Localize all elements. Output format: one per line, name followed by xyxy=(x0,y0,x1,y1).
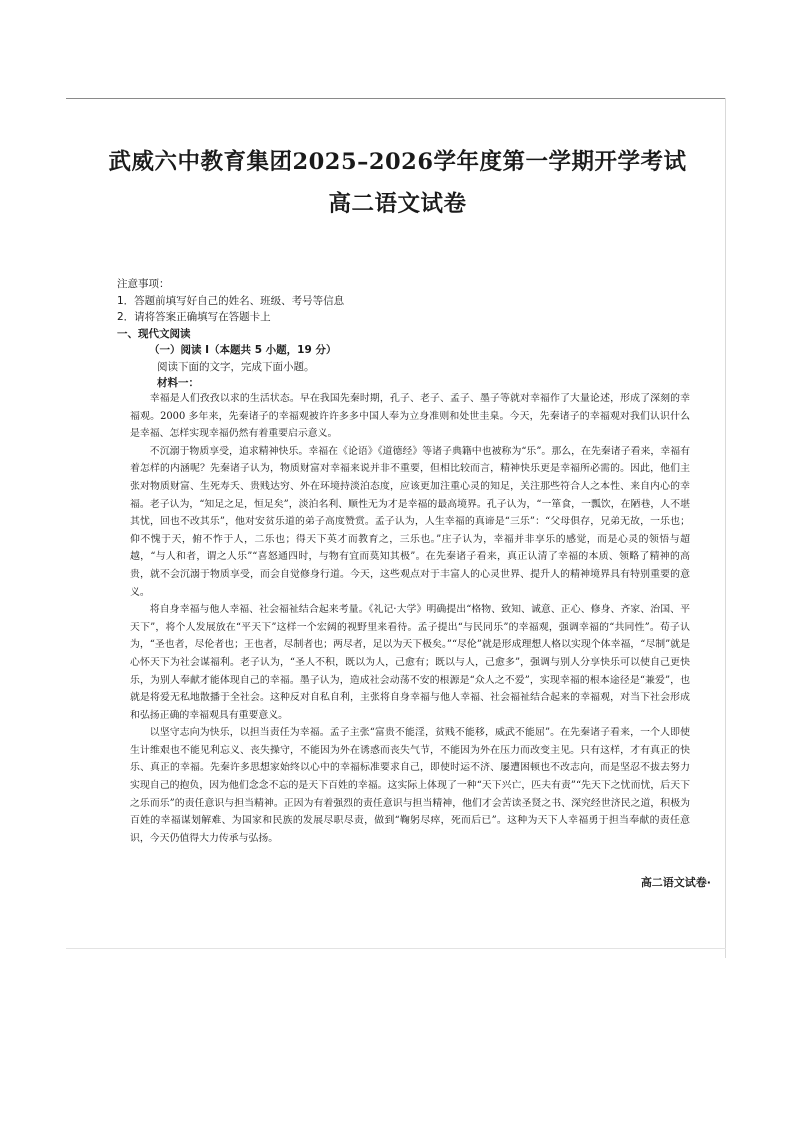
passage-paragraph: 将自身幸福与他人幸福、社会福祉结合起来考量。《礼记·大学》明确提出“格物、致知、诚意、正心、修身、齐家、治国、平天下”，将个人发展放在“平天下”这样一个宏阔的视野里来看待。孟子提出“与民同乐”的幸福观，强调幸福的“共同性”。荀子认为，“圣也者，尽伦者也；王也者，尽制者也；两尽者，足以为天下极矣。”“尽伦”就是形成理想人格以实现个体幸福，“尽制”就是心怀天下为社会谋福利。老子认为，“圣人不积，既以为人，己愈有；既以与人，己愈多”，强调与别人分享快乐可以使自己更快乐，为别人奉献才能体现自己的幸福。墨子认为，造成社会动荡不安的根源是“众人之不爱”，实现幸福的根本途径是“兼爱”，也就是将爱无私地散播于全社会。这种反对自私自利，主张将自身幸福与他人幸福、社会福祉结合起来的幸福观，对当下社会形成和弘扬正确的幸福观具有重要意义。 xyxy=(130,604,690,721)
reading-instruction: 阅读下面的文字，完成下面小题。 xyxy=(157,360,315,373)
top-border-line xyxy=(66,98,726,99)
subsection-heading: （一）阅读 I（本题共 5 小题，19 分） xyxy=(149,344,337,356)
bottom-border-line xyxy=(66,948,726,949)
section-heading: 一、现代文阅读 xyxy=(117,327,191,340)
exam-subtitle: 高二语文试卷 xyxy=(328,191,467,217)
notice-item: 2．请将答案正确填写在答题卡上 xyxy=(117,311,271,323)
passage-paragraph: 不沉溺于物质享受，追求精神快乐。幸福在《论语》《道德经》等诸子典籍中也被称为“乐”。那么，在先秦诸子看来，幸福有着怎样的内涵呢？先秦诸子认为，物质财富对幸福来说并非不重要，但相比较而言，精神快乐更是幸福所必需的。因此，他们主张对物质财富、生死寿夭、贵贱达穷、外在环境持淡泊态度，应该更加注重心灵的知足，关注那些符合人之本性、来自内心的幸福。老子认为，“知足之足，恒足矣”，淡泊名利、顺性无为才是幸福的最高境界。孔子认为，“一箪食，一瓢饮，在陋巷，人不堪其忧，回也不改其乐”，他对安贫乐道的弟子高度赞赏。孟子认为，人生幸福的真谛是“三乐”：“父母俱存，兄弟无故，一乐也；仰不愧于天，俯不怍于人，二乐也；得天下英才而教育之，三乐也。”庄子认为，幸福并非享乐的感觉，而是心灵的领悟与超越，“与人和者，谓之人乐”“喜怒通四时，与物有宜而莫知其极”。在先秦诸子看来，真正认清了幸福的本质、领略了精神的高贵，就不会沉溺于物质享受，而会自觉修身行道。今天，这些观点对于丰富人的心灵世界、提升人的精神境界具有特别重要的意义。 xyxy=(130,445,690,598)
passage-text xyxy=(130,390,690,847)
right-border-line xyxy=(725,98,726,958)
notice-block xyxy=(117,276,537,392)
passage-paragraph: 幸福是人们孜孜以求的生活状态。早在我国先秦时期，孔子、老子、孟子、墨子等就对幸福作了大量论述，形成了深刻的幸福观。2000 多年来，先秦诸子的幸福观被许许多多中国人奉为立身准则和处世圭臬。今天，先秦诸子的幸福观对我们认识什么是幸福、怎样实现幸福仍然有着重要启示意义。 xyxy=(130,393,690,440)
exam-title: 武威六中教育集团2025–2026学年度第一学期开学考试 xyxy=(108,149,687,175)
notice-heading: 注意事项： xyxy=(117,278,170,290)
notice-item: 1．答题前填写好自己的姓名、班级、考号等信息 xyxy=(117,294,345,307)
material-label: 材料一： xyxy=(157,377,199,389)
page-footer: 高二语文试卷· xyxy=(640,876,711,889)
passage-paragraph: 以坚守志向为快乐，以担当责任为幸福。孟子主张“富贵不能淫，贫贱不能移，威武不能屈”。在先秦诸子看来，一个人即使生计维艰也不能见利忘义、丧失操守，不能因为外在诱惑而丧失气节，不能因为外在压力而改变主见。只有这样，才有真正的快乐、真正的幸福。先秦许多思想家始终以心中的幸福标准要求自己，即使时运不济、屡遭困顿也不改志向，而是坚忍不拔去努力实现自己的抱负，因为他们念念不忘的是天下百姓的幸福。这实际上体现了一种“天下兴亡，匹夫有责”“先天下之忧而忧，后天下之乐而乐”的责任意识与担当精神。正因为有着强烈的责任意识与担当精神，他们才会苦读圣贤之书、深究经世济民之道，积极为百姓的幸福谋划解难、为国家和民族的发展尽职尽责，做到“鞠躬尽瘁，死而后已”。这种为天下人幸福勇于担当奉献的责任意识，今天仍值得大力传承与弘扬。 xyxy=(130,727,690,844)
